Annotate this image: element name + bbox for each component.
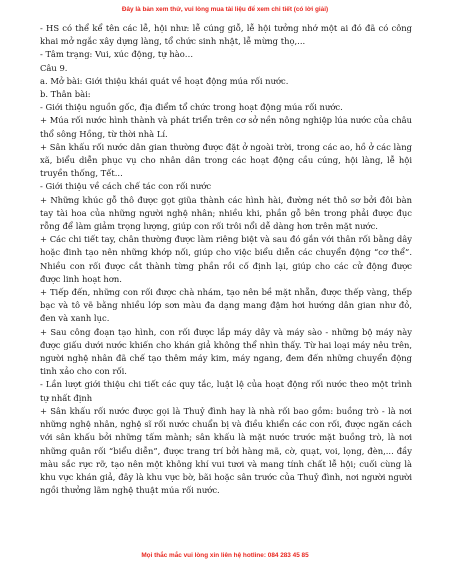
paragraph: + Những khúc gỗ thô được gọt giũa thành các hình hài, đường nét thô sơ bởi đôi bàn tay tài hoa của những người nghệ nhân; nhiều khi, phần gỗ bên trong phải được đục rỗng để làm giảm trọng lượng, giúp con rối trôi nổi dễ dàng hơn trên mặt nước.: [40, 194, 412, 232]
question-heading: Câu 9.: [40, 62, 68, 73]
paragraph: + Tiếp đến, những con rối được chà nhám, tạo nên bề mặt nhẵn, được thếp vàng, thếp bạc và tô vẽ bằng nhiều lớp sơn màu đa dạng mang đậm hơi hướng dân gian như đỏ, đen và xanh lục.: [40, 287, 412, 324]
document-body: [40, 22, 412, 497]
paragraph: - Giới thiệu nguồn gốc, địa điểm tổ chức trong hoạt động múa rối nước.: [40, 102, 343, 113]
paragraph: - Giới thiệu về cách chế tác con rối nước: [40, 181, 212, 192]
paragraph: + Sau công đoạn tạo hình, con rối được lắp máy dây và máy sào - những bộ máy này được giấu dưới nước khiến cho khán giả không thể nhìn thấy. Từ hai loại máy nêu trên, người nghệ nhân đã chế tạo thêm máy kim, máy ngang, đem đến những chuyển động tinh xảo cho con rối.: [40, 326, 412, 377]
preview-notice-banner: Đây là bản xem thử, vui lòng mua tài liệu để xem chi tiết (có lời giải): [121, 6, 329, 13]
paragraph: + Các chi tiết tay, chân thường được làm riêng biệt và sau đó gắn với thân rối bằng dây hoặc đinh tạo nên những khớp nối, giúp cho việc biểu diễn các chuyển động “cơ thể”. Nhiều con rối được cắt thành từng phần rồi cố định lại, giúp cho các cử động được được linh hoạt hơn.: [40, 234, 412, 284]
paragraph: a. Mở bài: Giới thiệu khái quát về hoạt động múa rối nước.: [40, 75, 289, 86]
paragraph: + Múa rối nước hình thành và phát triển trên cơ sở nền nông nghiệp lúa nước của châu thổ sông Hồng, từ thời nhà Lí.: [40, 115, 412, 139]
paragraph: - Tâm trạng: Vui, xúc động, tự hào…: [40, 49, 194, 60]
paragraph: + Sân khấu rối nước dân gian thường được đặt ở ngoài trời, trong các ao, hồ ở các làng xã, biểu diễn phục vụ cho nhân dân trong các hoạt động cầu cúng, hội làng, lễ hội truyền thống, Tết...: [40, 141, 412, 179]
paragraph: + Sân khấu rối nước được gọi là Thuỷ đình hay là nhà rối bao gồm: buồng trò - là nơi những nghệ nhân, nghệ sĩ rối nước chuẩn bị và điều khiển các con rối, được ngăn cách với sân khấu bởi những tấm mành; sân khấu là mặt nước trước mặt buồng trò, là nơi những quân rối “biểu diễn”, được trang trí bởi hàng mã, cờ, quạt, voi, lọng, đèn,... đầy màu sắc rực rỡ, tạo nên một không khí vui tươi và mang tính chất lễ hội; cuối cùng là khu vực khán giả, đây là khu vực bờ, bãi hoặc sân trước của Thuỷ đình, nơi người người ngồi thưởng lãm nghệ thuật múa rối nước.: [40, 405, 412, 496]
paragraph: - HS có thể kể tên các lễ, hội như: lễ cúng giỗ, lễ hội tưởng nhớ một ai đó đã có công khai mở ngắc xây dựng làng, tổ chức sinh nhật, lễ mừng thọ,...: [40, 23, 412, 47]
hotline-footer: Mọi thắc mắc vui lòng xin liên hệ hotline: 084 283 45 85: [141, 552, 309, 559]
paragraph: b. Thân bài:: [40, 89, 91, 100]
paragraph: - Lần lượt giới thiệu chi tiết các quy tắc, luật lệ của hoạt động rối nước theo một trình tự nhất định: [40, 379, 412, 403]
